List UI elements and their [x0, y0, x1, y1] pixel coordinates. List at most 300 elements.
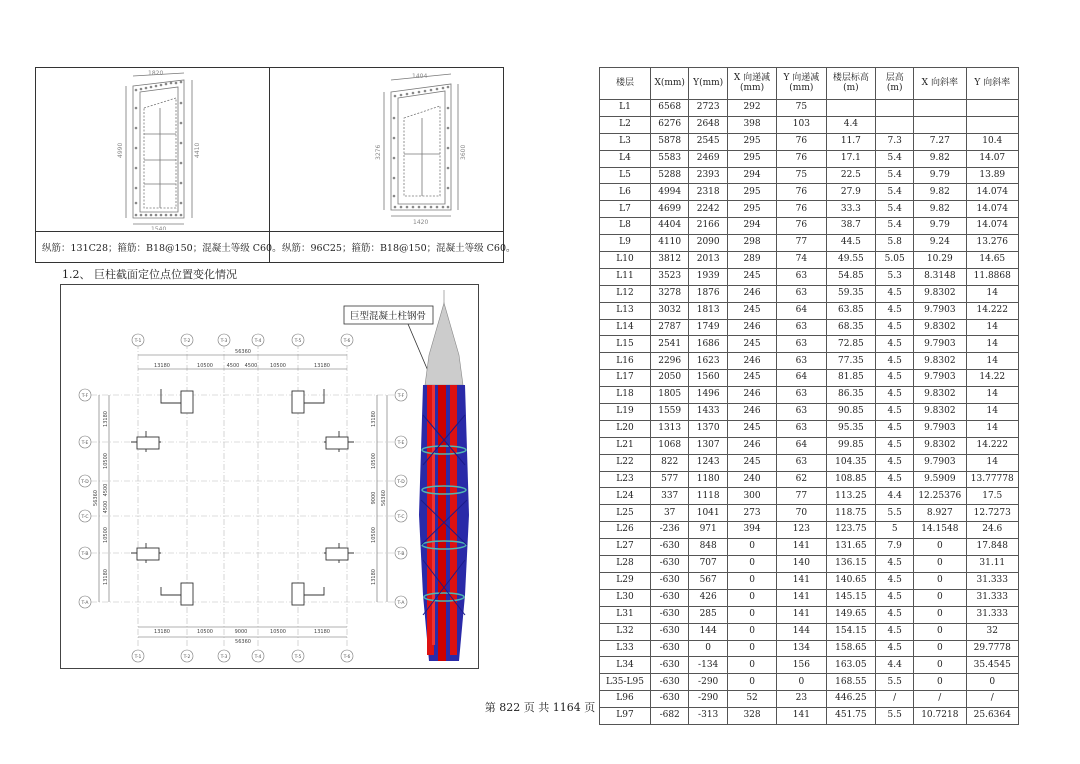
cell-y: 971: [689, 522, 727, 539]
dim-bottom-part-4: 10500: [270, 629, 286, 635]
axis-left-f: T-F: [81, 394, 89, 399]
cell-floor-height: 5.5: [876, 674, 914, 691]
cell-x-slope: 14.1548: [914, 522, 966, 539]
cell-y: 2723: [689, 100, 727, 117]
table-row: [600, 184, 1019, 201]
cell-floor-height: 5.8: [876, 235, 914, 252]
table-row: [600, 201, 1019, 218]
steel-frame-model: [419, 290, 469, 661]
axis-top-5: T-5: [294, 339, 302, 344]
section-drawing-right: [270, 68, 504, 230]
dim-left-total: 56360: [93, 490, 99, 506]
cell-y-slope: 14: [966, 454, 1018, 471]
cell-floor: L33: [600, 640, 651, 657]
dim-top-part-2: 10500: [197, 363, 213, 369]
cell-floor: L18: [600, 387, 651, 404]
cell-x-decrement: 295: [727, 184, 776, 201]
cell-elevation: 33.3: [826, 201, 876, 218]
cell-elevation: 136.15: [826, 556, 876, 573]
cell-x-decrement: 245: [727, 302, 776, 319]
table-row: [600, 336, 1019, 353]
cell-y-decrement: 64: [777, 370, 826, 387]
cell-y-slope: 14: [966, 285, 1018, 302]
table-row: [600, 572, 1019, 589]
table-row: [600, 437, 1019, 454]
cell-elevation: 154.15: [826, 623, 876, 640]
cell-x-slope: 10.29: [914, 252, 966, 269]
table-row: [600, 640, 1019, 657]
cell-floor-height: [876, 116, 914, 133]
cell-floor: L26: [600, 522, 651, 539]
cell-x-decrement: 289: [727, 252, 776, 269]
cell-x-decrement: 394: [727, 522, 776, 539]
cell-y-slope: 14: [966, 336, 1018, 353]
cell-floor-height: 5.4: [876, 218, 914, 235]
axis-left-a: T-A: [81, 601, 89, 606]
table-row: [600, 285, 1019, 302]
dim-top-part-6: 13180: [314, 363, 330, 369]
cell-elevation: 81.85: [826, 370, 876, 387]
cell-floor: L23: [600, 471, 651, 488]
cell-y-slope: 14.07: [966, 150, 1018, 167]
dim-left-part-5: 10500: [103, 527, 109, 543]
cell-x-decrement: 300: [727, 488, 776, 505]
table-row: [600, 302, 1019, 319]
cell-y: 144: [689, 623, 727, 640]
cell-x-decrement: 0: [727, 623, 776, 640]
cell-x-decrement: 246: [727, 285, 776, 302]
cell-y-slope: 31.333: [966, 606, 1018, 623]
cell-x-slope: 9.82: [914, 150, 966, 167]
cell-y-slope: 14: [966, 319, 1018, 336]
cell-x: 5288: [650, 167, 689, 184]
cell-x: 1559: [650, 404, 689, 421]
cell-x-slope: 9.79: [914, 218, 966, 235]
cell-elevation: 68.35: [826, 319, 876, 336]
cell-elevation: 451.75: [826, 708, 876, 725]
cell-y-decrement: 76: [777, 133, 826, 150]
cell-x-slope: 9.8302: [914, 319, 966, 336]
cell-y-slope: 31.11: [966, 556, 1018, 573]
cell-y-slope: 35.4545: [966, 657, 1018, 674]
cell-x: 3278: [650, 285, 689, 302]
section-left-dim-left: 4990: [117, 142, 124, 158]
cell-floor: L8: [600, 218, 651, 235]
table-row: [600, 505, 1019, 522]
dim-top-part-1: 13180: [154, 363, 170, 369]
cell-floor-height: 4.5: [876, 420, 914, 437]
axis-left-b: T-B: [81, 552, 89, 557]
cell-y-slope: [966, 100, 1018, 117]
cell-y: 1307: [689, 437, 727, 454]
cell-floor-height: 7.9: [876, 539, 914, 556]
cell-y-slope: 14.65: [966, 252, 1018, 269]
axis-right-c: T-C: [397, 515, 405, 520]
cell-elevation: 77.35: [826, 353, 876, 370]
cell-x-slope: 0: [914, 606, 966, 623]
cell-x: -630: [650, 640, 689, 657]
dim-right-total: 56360: [381, 490, 387, 506]
cell-x-decrement: 0: [727, 674, 776, 691]
cell-elevation: 145.15: [826, 589, 876, 606]
cell-y: -313: [689, 708, 727, 725]
table-row: [600, 657, 1019, 674]
cell-x-decrement: 246: [727, 353, 776, 370]
cell-x-decrement: 398: [727, 116, 776, 133]
cell-y-decrement: 70: [777, 505, 826, 522]
axis-left-d: T-D: [81, 480, 89, 485]
cell-floor-height: 5.5: [876, 708, 914, 725]
table-row: [600, 539, 1019, 556]
section-left-dim-top: 1820: [148, 70, 164, 77]
cell-y-slope: 24.6: [966, 522, 1018, 539]
table-row: [600, 268, 1019, 285]
cell-y-slope: 29.7778: [966, 640, 1018, 657]
cell-x: 4994: [650, 184, 689, 201]
cell-x-slope: 9.5909: [914, 471, 966, 488]
cell-x: 3032: [650, 302, 689, 319]
column-south-east: [292, 583, 304, 605]
cell-x: -630: [650, 589, 689, 606]
dim-bottom-part-1: 13180: [154, 629, 170, 635]
cell-x: 5583: [650, 150, 689, 167]
table-row: [600, 370, 1019, 387]
cell-y-decrement: 63: [777, 454, 826, 471]
section-divider-horizontal: [36, 231, 503, 232]
section-caption-left: 纵筋：131C28；箍筋：B18@150；混凝土等级 C60。: [42, 243, 282, 254]
cell-x: 1068: [650, 437, 689, 454]
dim-bottom-total: 56360: [235, 639, 251, 645]
cell-floor: L13: [600, 302, 651, 319]
cell-x-slope: 10.7218: [914, 708, 966, 725]
cell-y: 285: [689, 606, 727, 623]
cell-x: 1805: [650, 387, 689, 404]
axis-top-3: T-3: [220, 339, 228, 344]
cell-floor: L2: [600, 116, 651, 133]
section-right-dim-left: 3276: [375, 144, 382, 160]
cell-y-slope: 32: [966, 623, 1018, 640]
cell-floor: L25: [600, 505, 651, 522]
cell-floor: L15: [600, 336, 651, 353]
cell-y-decrement: 63: [777, 285, 826, 302]
cell-floor: L1: [600, 100, 651, 117]
column-south-west: [181, 583, 193, 605]
axis-bottom-5: T-5: [294, 655, 302, 660]
cell-x: -682: [650, 708, 689, 725]
dim-right-part-1: 13180: [371, 411, 377, 427]
dim-right-part-5: 13180: [371, 569, 377, 585]
axis-top-2: T-2: [183, 339, 191, 344]
column-east-lower: [326, 548, 348, 560]
axis-top-4: T-4: [254, 339, 262, 344]
plan-svg: [61, 285, 480, 670]
dim-left-part-4: 4500: [103, 500, 109, 514]
cell-x-decrement: 240: [727, 471, 776, 488]
cell-x: -630: [650, 556, 689, 573]
cell-x: 577: [650, 471, 689, 488]
section-right-dim-bottom: 1420: [413, 219, 429, 226]
cell-y-decrement: 141: [777, 539, 826, 556]
header-y-slope: Y 向斜率: [966, 68, 1018, 100]
cell-floor-height: 5.4: [876, 150, 914, 167]
cell-floor: L3: [600, 133, 651, 150]
axis-right-b: T-B: [397, 552, 405, 557]
cell-y: 2469: [689, 150, 727, 167]
cell-floor-height: 4.5: [876, 640, 914, 657]
cell-x-decrement: 0: [727, 606, 776, 623]
page-footer: 第 822 页 共 1164 页: [484, 701, 596, 714]
cell-x: 37: [650, 505, 689, 522]
cell-y-decrement: 77: [777, 488, 826, 505]
axis-top-1: T-1: [134, 339, 142, 344]
cell-x-decrement: 245: [727, 268, 776, 285]
cell-y-slope: 14: [966, 353, 1018, 370]
table-row: [600, 387, 1019, 404]
cell-floor-height: 4.5: [876, 437, 914, 454]
cell-x-decrement: 0: [727, 556, 776, 573]
table-row: [600, 556, 1019, 573]
cell-floor-height: 5: [876, 522, 914, 539]
cell-elevation: 38.7: [826, 218, 876, 235]
position-table: [599, 67, 1019, 725]
table-row: [600, 150, 1019, 167]
cell-x-decrement: 295: [727, 201, 776, 218]
axis-right-a: T-A: [397, 601, 405, 606]
header-x: X(mm): [650, 68, 689, 100]
cell-floor-height: 5.4: [876, 184, 914, 201]
cell-floor: L29: [600, 572, 651, 589]
cell-y: 1243: [689, 454, 727, 471]
section-left-dim-bottom: 1540: [151, 226, 167, 230]
cell-x-decrement: 0: [727, 539, 776, 556]
dim-top-part-3: 4500: [226, 363, 240, 369]
cell-x: 4110: [650, 235, 689, 252]
cell-y: 1939: [689, 268, 727, 285]
cell-floor-height: 4.5: [876, 454, 914, 471]
column-west-upper: [137, 437, 159, 449]
cell-x-decrement: 295: [727, 133, 776, 150]
cell-floor-height: 4.5: [876, 336, 914, 353]
cell-floor-height: 4.5: [876, 471, 914, 488]
cell-y-decrement: 75: [777, 167, 826, 184]
section-heading: 1.2、 巨柱截面定位点位置变化情况: [62, 268, 237, 281]
axis-right-f: T-F: [397, 394, 405, 399]
cell-x: -630: [650, 539, 689, 556]
cell-y-decrement: 141: [777, 589, 826, 606]
dim-left-part-2: 10500: [103, 453, 109, 469]
cell-floor: L22: [600, 454, 651, 471]
cell-elevation: 4.4: [826, 116, 876, 133]
section-caption-right: 纵筋：96C25；箍筋：B18@150；混凝土等级 C60。: [282, 243, 516, 254]
cell-y-slope: 11.8868: [966, 268, 1018, 285]
cell-elevation: 90.85: [826, 404, 876, 421]
cell-y: 426: [689, 589, 727, 606]
cell-x-slope: 0: [914, 556, 966, 573]
table-row: [600, 522, 1019, 539]
cell-y: -290: [689, 691, 727, 708]
cell-y-decrement: 23: [777, 691, 826, 708]
cell-y-slope: 25.6364: [966, 708, 1018, 725]
cell-elevation: 27.9: [826, 184, 876, 201]
cell-floor-height: 4.5: [876, 606, 914, 623]
cell-x-slope: 9.8302: [914, 353, 966, 370]
cell-y: 2166: [689, 218, 727, 235]
cell-x-slope: 8.927: [914, 505, 966, 522]
cell-x-slope: 9.7903: [914, 336, 966, 353]
table-row: [600, 167, 1019, 184]
cell-y-decrement: 76: [777, 150, 826, 167]
cell-y-slope: 0: [966, 674, 1018, 691]
cell-y: 1623: [689, 353, 727, 370]
axis-bottom-3: T-3: [220, 655, 228, 660]
cell-elevation: 163.05: [826, 657, 876, 674]
dim-right-part-3: 9000: [371, 491, 377, 505]
cell-y-slope: [966, 116, 1018, 133]
cell-floor: L97: [600, 708, 651, 725]
table-row: [600, 471, 1019, 488]
table-row: [600, 404, 1019, 421]
table-row: [600, 623, 1019, 640]
cell-y: 2090: [689, 235, 727, 252]
cell-x-slope: 9.7903: [914, 370, 966, 387]
cell-floor-height: 4.5: [876, 319, 914, 336]
cell-floor: L34: [600, 657, 651, 674]
cell-y-decrement: 76: [777, 218, 826, 235]
cell-floor-height: 4.5: [876, 353, 914, 370]
cell-y: 707: [689, 556, 727, 573]
cell-floor: L14: [600, 319, 651, 336]
cell-x-slope: /: [914, 691, 966, 708]
cell-x-slope: 8.3148: [914, 268, 966, 285]
cell-elevation: 72.85: [826, 336, 876, 353]
cell-x: -630: [650, 691, 689, 708]
cell-floor-height: 4.5: [876, 285, 914, 302]
cell-floor: L4: [600, 150, 651, 167]
cell-floor-height: 4.5: [876, 589, 914, 606]
cell-x-slope: 0: [914, 674, 966, 691]
cell-y-decrement: 63: [777, 268, 826, 285]
axis-right-e: T-E: [397, 441, 405, 446]
cell-y-decrement: 64: [777, 437, 826, 454]
cell-floor: L27: [600, 539, 651, 556]
dim-left-part-1: 13180: [103, 411, 109, 427]
cell-y: -290: [689, 674, 727, 691]
section-left-dim-right: 4410: [194, 142, 201, 158]
cell-x: -630: [650, 657, 689, 674]
cell-y: 2013: [689, 252, 727, 269]
cell-y: 1876: [689, 285, 727, 302]
table-row: [600, 353, 1019, 370]
cell-y-slope: 14: [966, 404, 1018, 421]
cell-x-decrement: 0: [727, 640, 776, 657]
cell-x: -630: [650, 674, 689, 691]
cell-x-slope: [914, 100, 966, 117]
cell-y-slope: 14.074: [966, 201, 1018, 218]
header-x-decrement: X 向递减 (mm): [727, 68, 776, 100]
cell-floor-height: [876, 100, 914, 117]
cell-y: 1749: [689, 319, 727, 336]
cell-elevation: 86.35: [826, 387, 876, 404]
table-row: [600, 606, 1019, 623]
cell-elevation: 44.5: [826, 235, 876, 252]
cell-y-decrement: 103: [777, 116, 826, 133]
cell-y-decrement: 141: [777, 708, 826, 725]
cell-y: 2545: [689, 133, 727, 150]
cell-floor: L16: [600, 353, 651, 370]
cell-x-decrement: 246: [727, 387, 776, 404]
cell-floor-height: 4.5: [876, 572, 914, 589]
cell-x-decrement: 245: [727, 454, 776, 471]
cell-x-slope: 0: [914, 589, 966, 606]
cell-x-slope: 0: [914, 657, 966, 674]
table-row: [600, 319, 1019, 336]
cell-elevation: 99.85: [826, 437, 876, 454]
cell-y: 1180: [689, 471, 727, 488]
cell-y: 1041: [689, 505, 727, 522]
cell-x-decrement: 245: [727, 336, 776, 353]
table-row: [600, 235, 1019, 252]
cell-y: 0: [689, 640, 727, 657]
cell-floor: L17: [600, 370, 651, 387]
cell-x: -630: [650, 572, 689, 589]
cell-y-decrement: 134: [777, 640, 826, 657]
cell-floor-height: 5.5: [876, 505, 914, 522]
cell-elevation: 113.25: [826, 488, 876, 505]
cell-x: 5878: [650, 133, 689, 150]
cell-x-decrement: 328: [727, 708, 776, 725]
cell-x-slope: 9.82: [914, 201, 966, 218]
cell-y-decrement: 63: [777, 336, 826, 353]
cell-floor-height: 4.4: [876, 488, 914, 505]
cell-x-decrement: 292: [727, 100, 776, 117]
cell-floor-height: 5.4: [876, 167, 914, 184]
cell-y-slope: 31.333: [966, 589, 1018, 606]
cell-y: 1496: [689, 387, 727, 404]
cell-x-decrement: 246: [727, 404, 776, 421]
header-x-slope: X 向斜率: [914, 68, 966, 100]
column-west-lower: [137, 548, 159, 560]
cell-x-decrement: 294: [727, 218, 776, 235]
cell-floor: L10: [600, 252, 651, 269]
column-north-east: [292, 391, 304, 413]
cell-floor: L20: [600, 420, 651, 437]
table-row: [600, 100, 1019, 117]
cell-y-slope: 17.5: [966, 488, 1018, 505]
cell-y-decrement: 140: [777, 556, 826, 573]
cell-floor-height: 4.5: [876, 556, 914, 573]
cell-y-slope: 10.4: [966, 133, 1018, 150]
cell-floor-height: 5.4: [876, 201, 914, 218]
cell-floor-height: 7.3: [876, 133, 914, 150]
callout-label: 巨型混凝土柱钢骨: [349, 311, 427, 322]
cell-x-slope: 9.82: [914, 184, 966, 201]
cell-y-decrement: 156: [777, 657, 826, 674]
cell-y-decrement: 144: [777, 623, 826, 640]
cell-elevation: 123.75: [826, 522, 876, 539]
cell-x-slope: 9.8302: [914, 387, 966, 404]
cell-x: 3523: [650, 268, 689, 285]
cell-x-slope: 0: [914, 572, 966, 589]
cell-y: -134: [689, 657, 727, 674]
cell-y-slope: 14.074: [966, 218, 1018, 235]
cell-y-slope: 14.222: [966, 437, 1018, 454]
cell-y-slope: 12.7273: [966, 505, 1018, 522]
cell-elevation: 140.65: [826, 572, 876, 589]
cell-y-decrement: 76: [777, 184, 826, 201]
cell-y-slope: 14.222: [966, 302, 1018, 319]
cell-y: 1118: [689, 488, 727, 505]
cell-y-slope: 14: [966, 387, 1018, 404]
